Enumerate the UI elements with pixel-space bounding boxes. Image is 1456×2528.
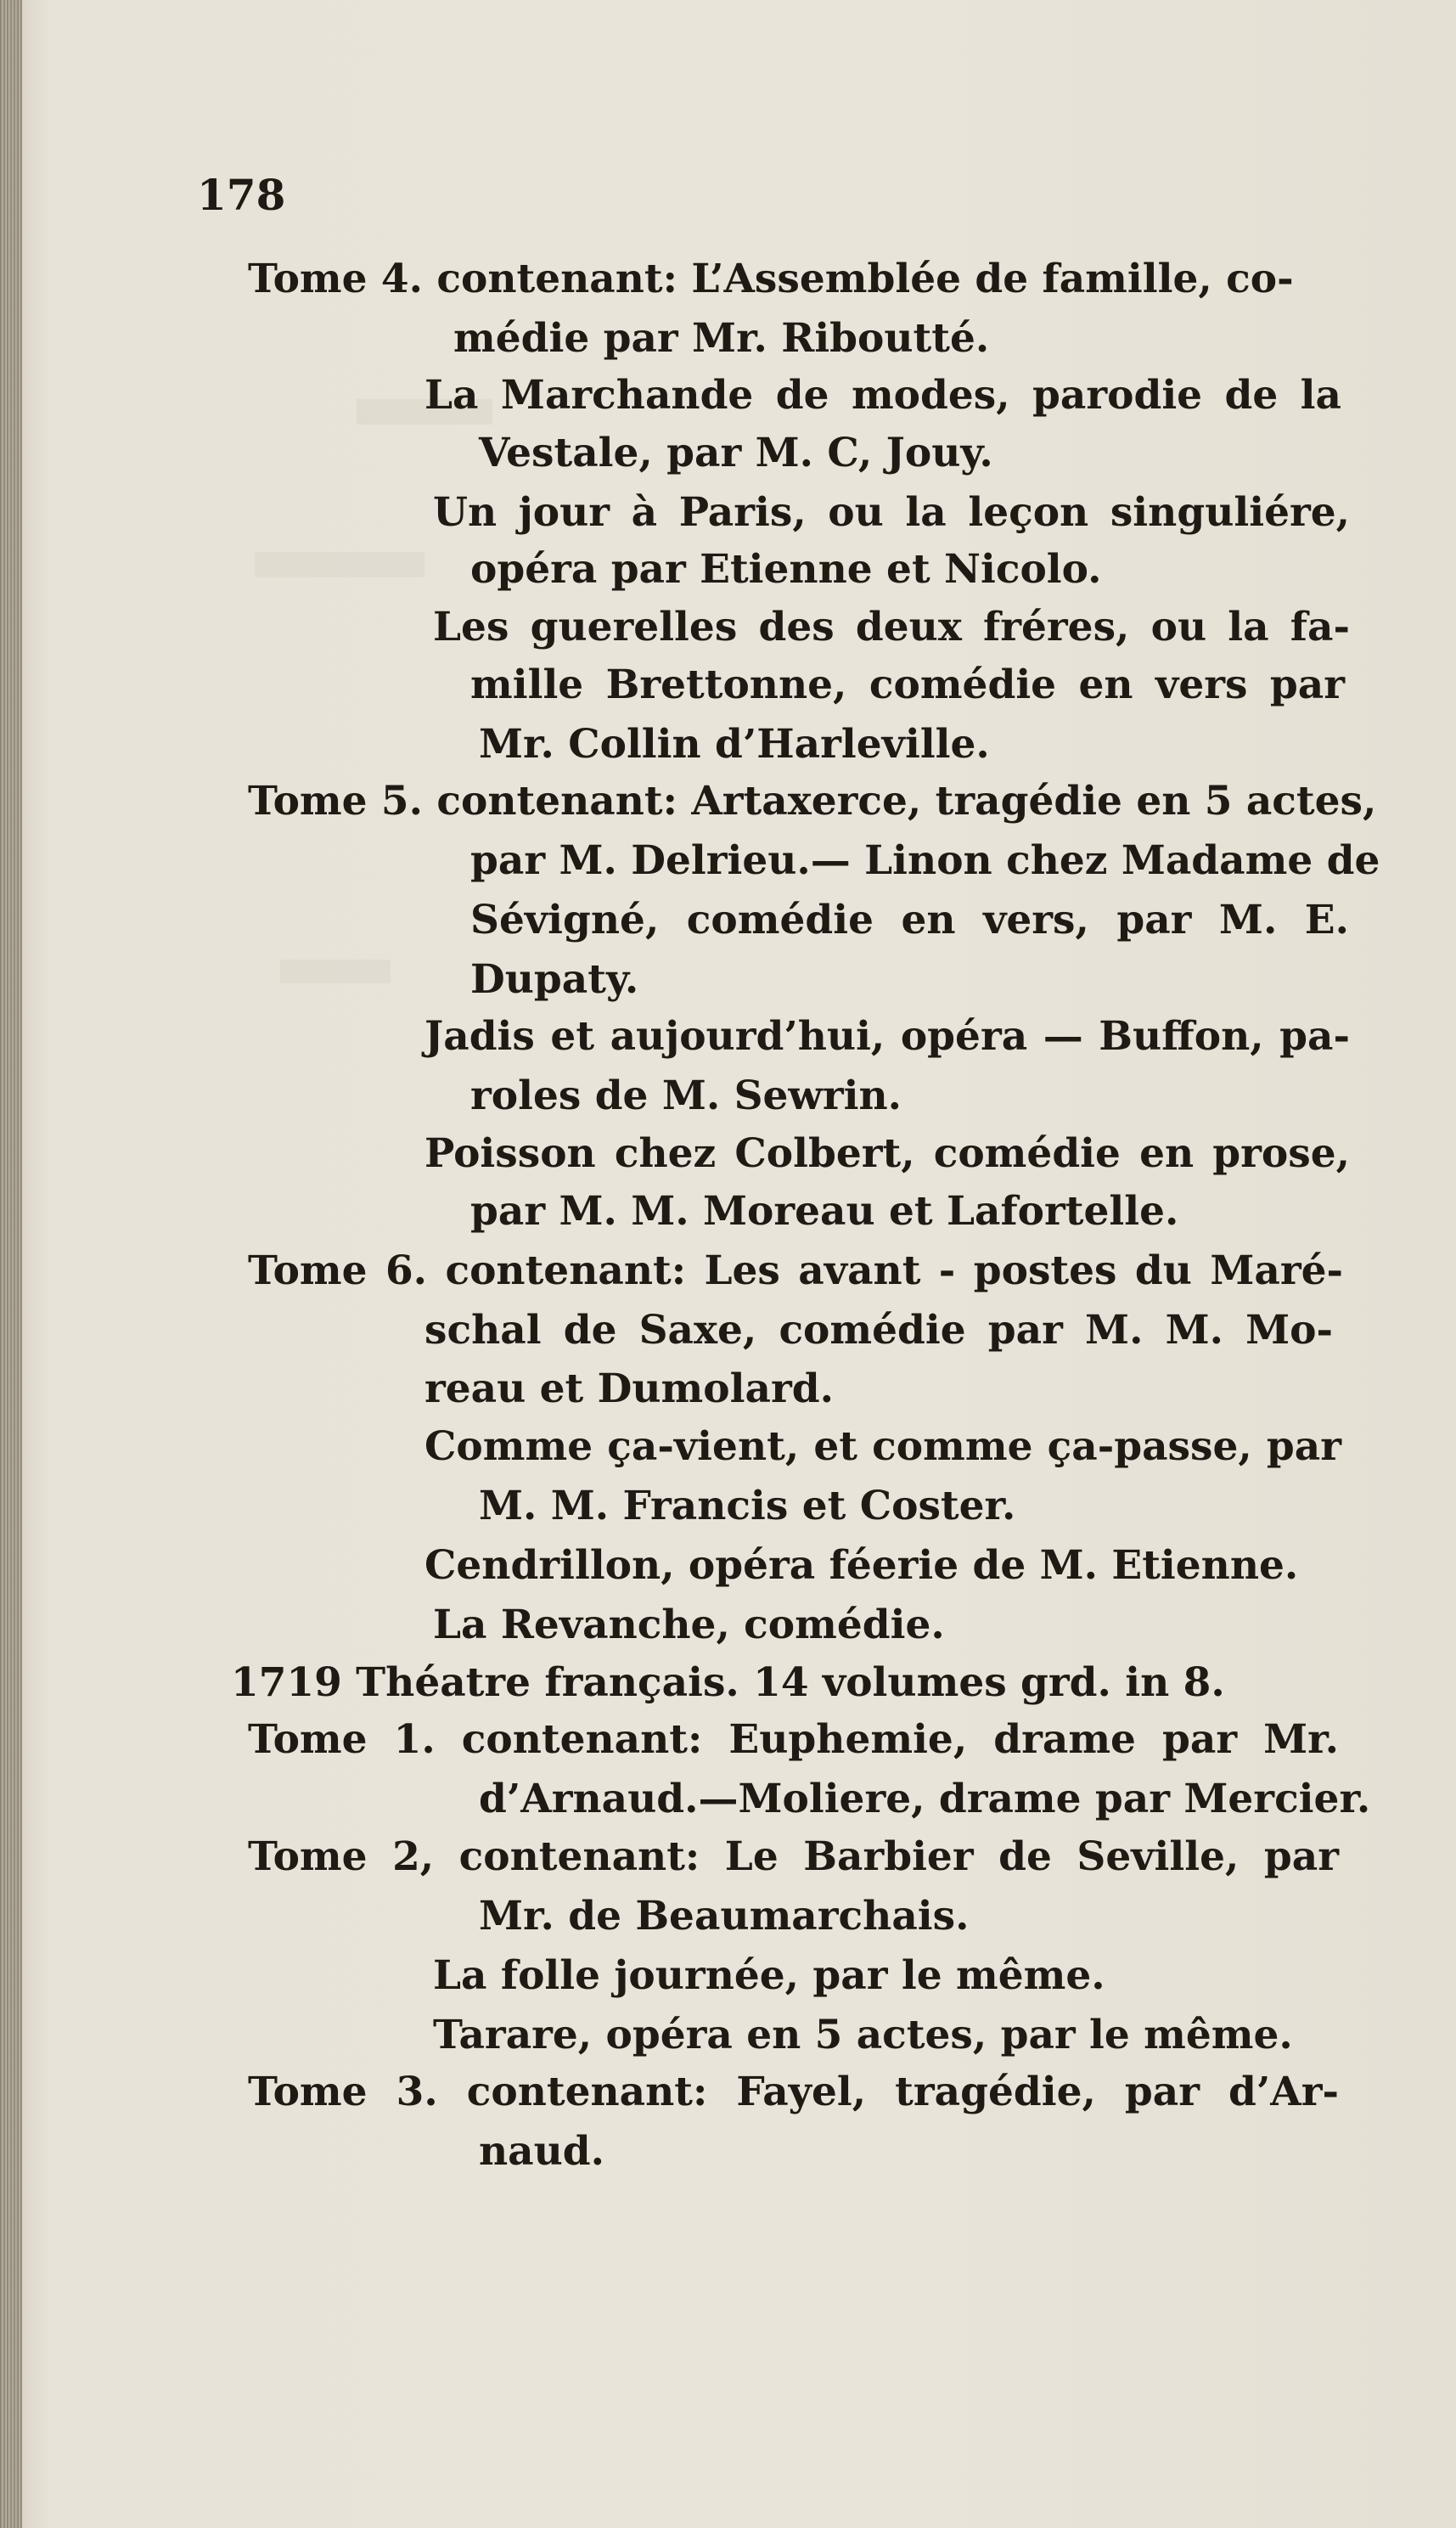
text-line: Sévigné, comédie en vers, par M. E. xyxy=(470,897,1349,943)
text-line: Tome 1. contenant: Euphemie, drame par Mr. xyxy=(248,1716,1339,1763)
text-line: par M. Delrieu.— Linon chez Madame de xyxy=(470,837,1380,884)
text-line: Les guerelles des deux fréres, ou la fa- xyxy=(433,604,1350,650)
text-line: naud. xyxy=(479,2128,605,2175)
text-line: Cendrillon, opéra féerie de M. Etienne. xyxy=(424,1542,1299,1589)
text-line: Vestale, par M. C, Jouy. xyxy=(479,430,993,476)
text-line: La folle journée, par le même. xyxy=(433,1952,1105,1999)
text-line: Mr. Collin d’Harleville. xyxy=(479,721,990,768)
page-number: 178 xyxy=(197,170,286,220)
text-line: Tome 4. contenant: L’Assemblée de famille, co- xyxy=(248,256,1294,302)
text-line: 1719 Théatre français. 14 volumes grd. in 8. xyxy=(231,1659,1225,1706)
text-line: opéra par Etienne et Nicolo. xyxy=(470,546,1102,593)
show-through-smudge xyxy=(255,552,424,577)
text-line: Tome 6. contenant: Les avant - postes du Maré- xyxy=(248,1247,1343,1294)
book-binding-edge xyxy=(0,0,22,2528)
text-line: médie par Mr. Riboutté. xyxy=(453,315,990,362)
text-line: M. M. Francis et Coster. xyxy=(479,1483,1016,1529)
text-line: Jadis et aujourd’hui, opéra — Buffon, pa- xyxy=(424,1013,1350,1060)
text-line: d’Arnaud.—Moliere, drame par Mercier. xyxy=(479,1776,1371,1822)
text-line: Tome 2, contenant: Le Barbier de Seville, par xyxy=(248,1833,1339,1880)
text-line: Comme ça-vient, et comme ça-passe, par xyxy=(424,1423,1341,1470)
show-through-smudge xyxy=(280,960,391,983)
text-line: Tome 5. contenant: Artaxerce, tragédie en 5 actes, xyxy=(248,778,1377,825)
text-line: Tarare, opéra en 5 actes, par le même. xyxy=(433,2012,1293,2058)
text-line: reau et Dumolard. xyxy=(424,1365,834,1412)
text-line: schal de Saxe, comédie par M. M. Mo- xyxy=(424,1307,1333,1354)
text-line: Un jour à Paris, ou la leçon singuliére, xyxy=(433,489,1350,536)
text-line: La Revanche, comédie. xyxy=(433,1602,945,1648)
text-line: Tome 3. contenant: Fayel, tragédie, par d’Ar- xyxy=(248,2069,1339,2115)
text-line: roles de M. Sewrin. xyxy=(470,1073,902,1119)
text-line: Dupaty. xyxy=(470,956,639,1003)
text-line: Poisson chez Colbert, comédie en prose, xyxy=(424,1130,1350,1177)
text-line: La Marchande de modes, parodie de la xyxy=(424,372,1341,419)
text-line: mille Brettonne, comédie en vers par xyxy=(470,662,1345,708)
text-line: par M. M. Moreau et Lafortelle. xyxy=(470,1188,1179,1235)
text-line: Mr. de Beaumarchais. xyxy=(479,1893,970,1940)
